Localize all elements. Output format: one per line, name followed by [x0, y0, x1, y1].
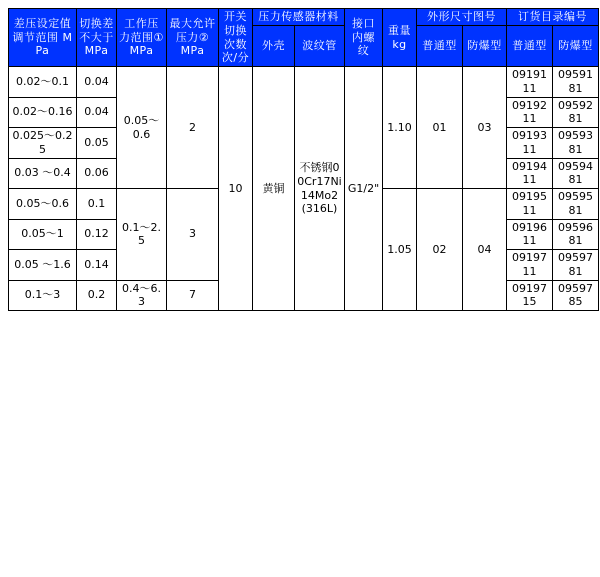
cell-set-range: 0.1～3 — [9, 280, 77, 311]
cell-max-allow-group-2: 3 — [167, 189, 219, 281]
cell-set-range: 0.05～0.6 — [9, 189, 77, 220]
header-outline-ordinary: 普通型 — [417, 25, 463, 66]
cell-order-ordinary: 0919611 — [507, 219, 553, 250]
header-outline-explosion: 防爆型 — [463, 25, 507, 66]
cell-outline-ordinary-1: 01 — [417, 67, 463, 189]
header-order-ordinary: 普通型 — [507, 25, 553, 66]
header-order-number: 订货目录编号 — [507, 9, 599, 26]
header-bellows: 波纹管 — [295, 25, 345, 66]
cell-order-explosion: 0959181 — [553, 67, 599, 98]
cell-outline-explosion-2: 04 — [463, 189, 507, 311]
cell-switch-diff: 0.14 — [77, 250, 117, 281]
header-max-allow: 最大允许压力② MPa — [167, 9, 219, 67]
cell-weight-group-2: 1.05 — [383, 189, 417, 311]
cell-outline-ordinary-2: 02 — [417, 189, 463, 311]
header-weight: 重量 kg — [383, 9, 417, 67]
header-sensor-material: 压力传感器材料 — [253, 9, 345, 26]
cell-order-explosion: 0959381 — [553, 128, 599, 159]
cell-order-ordinary: 0919715 — [507, 280, 553, 311]
cell-set-range: 0.02～0.16 — [9, 97, 77, 128]
cell-switch-diff: 0.1 — [77, 189, 117, 220]
cell-set-range: 0.05～1 — [9, 219, 77, 250]
cell-work-range-group-1: 0.05～0.6 — [117, 67, 167, 189]
cell-order-ordinary: 0919511 — [507, 189, 553, 220]
cell-set-range: 0.03 ～0.4 — [9, 158, 77, 189]
cell-thread: G1/2" — [345, 67, 383, 311]
cell-switch-diff: 0.04 — [77, 97, 117, 128]
header-work-range: 工作压力范围① MPa — [117, 9, 167, 67]
header-switch-frequency: 开关切换次数次/分 — [219, 9, 253, 67]
cell-bellows-material: 不锈钢00Cr17Ni14Mo2(316L) — [295, 67, 345, 311]
header-order-explosion: 防爆型 — [553, 25, 599, 66]
header-outline-number: 外形尺寸图号 — [417, 9, 507, 26]
header-thread: 接口内螺纹 — [345, 9, 383, 67]
cell-order-explosion: 0959281 — [553, 97, 599, 128]
cell-set-range: 0.02～0.1 — [9, 67, 77, 98]
cell-order-explosion: 0959781 — [553, 250, 599, 281]
cell-order-ordinary: 0919311 — [507, 128, 553, 159]
cell-order-ordinary: 0919711 — [507, 250, 553, 281]
header-shell: 外壳 — [253, 25, 295, 66]
cell-work-range-group-3: 0.4～6.3 — [117, 280, 167, 311]
cell-order-explosion: 0959785 — [553, 280, 599, 311]
specification-table — [8, 8, 599, 311]
cell-switch-frequency: 10 — [219, 67, 253, 311]
cell-order-ordinary: 0919111 — [507, 67, 553, 98]
cell-order-explosion: 0959681 — [553, 219, 599, 250]
cell-work-range-group-2: 0.1～2.5 — [117, 189, 167, 281]
cell-order-explosion: 0959481 — [553, 158, 599, 189]
cell-shell-material: 黄铜 — [253, 67, 295, 311]
cell-max-allow-group-1: 2 — [167, 67, 219, 189]
header-switch-diff: 切换差不大于MPa — [77, 9, 117, 67]
cell-switch-diff: 0.05 — [77, 128, 117, 159]
table-row — [9, 67, 599, 98]
cell-order-ordinary: 0919211 — [507, 97, 553, 128]
cell-weight-group-1: 1.10 — [383, 67, 417, 189]
table-header-row-1 — [9, 9, 599, 26]
cell-set-range: 0.05 ～1.6 — [9, 250, 77, 281]
cell-outline-explosion-1: 03 — [463, 67, 507, 189]
cell-max-allow-group-3: 7 — [167, 280, 219, 311]
cell-set-range: 0.025～0.25 — [9, 128, 77, 159]
cell-switch-diff: 0.2 — [77, 280, 117, 311]
cell-order-explosion: 0959581 — [553, 189, 599, 220]
cell-order-ordinary: 0919411 — [507, 158, 553, 189]
cell-switch-diff: 0.12 — [77, 219, 117, 250]
cell-switch-diff: 0.04 — [77, 67, 117, 98]
cell-switch-diff: 0.06 — [77, 158, 117, 189]
header-set-range: 差压设定值调节范围 MPa — [9, 9, 77, 67]
